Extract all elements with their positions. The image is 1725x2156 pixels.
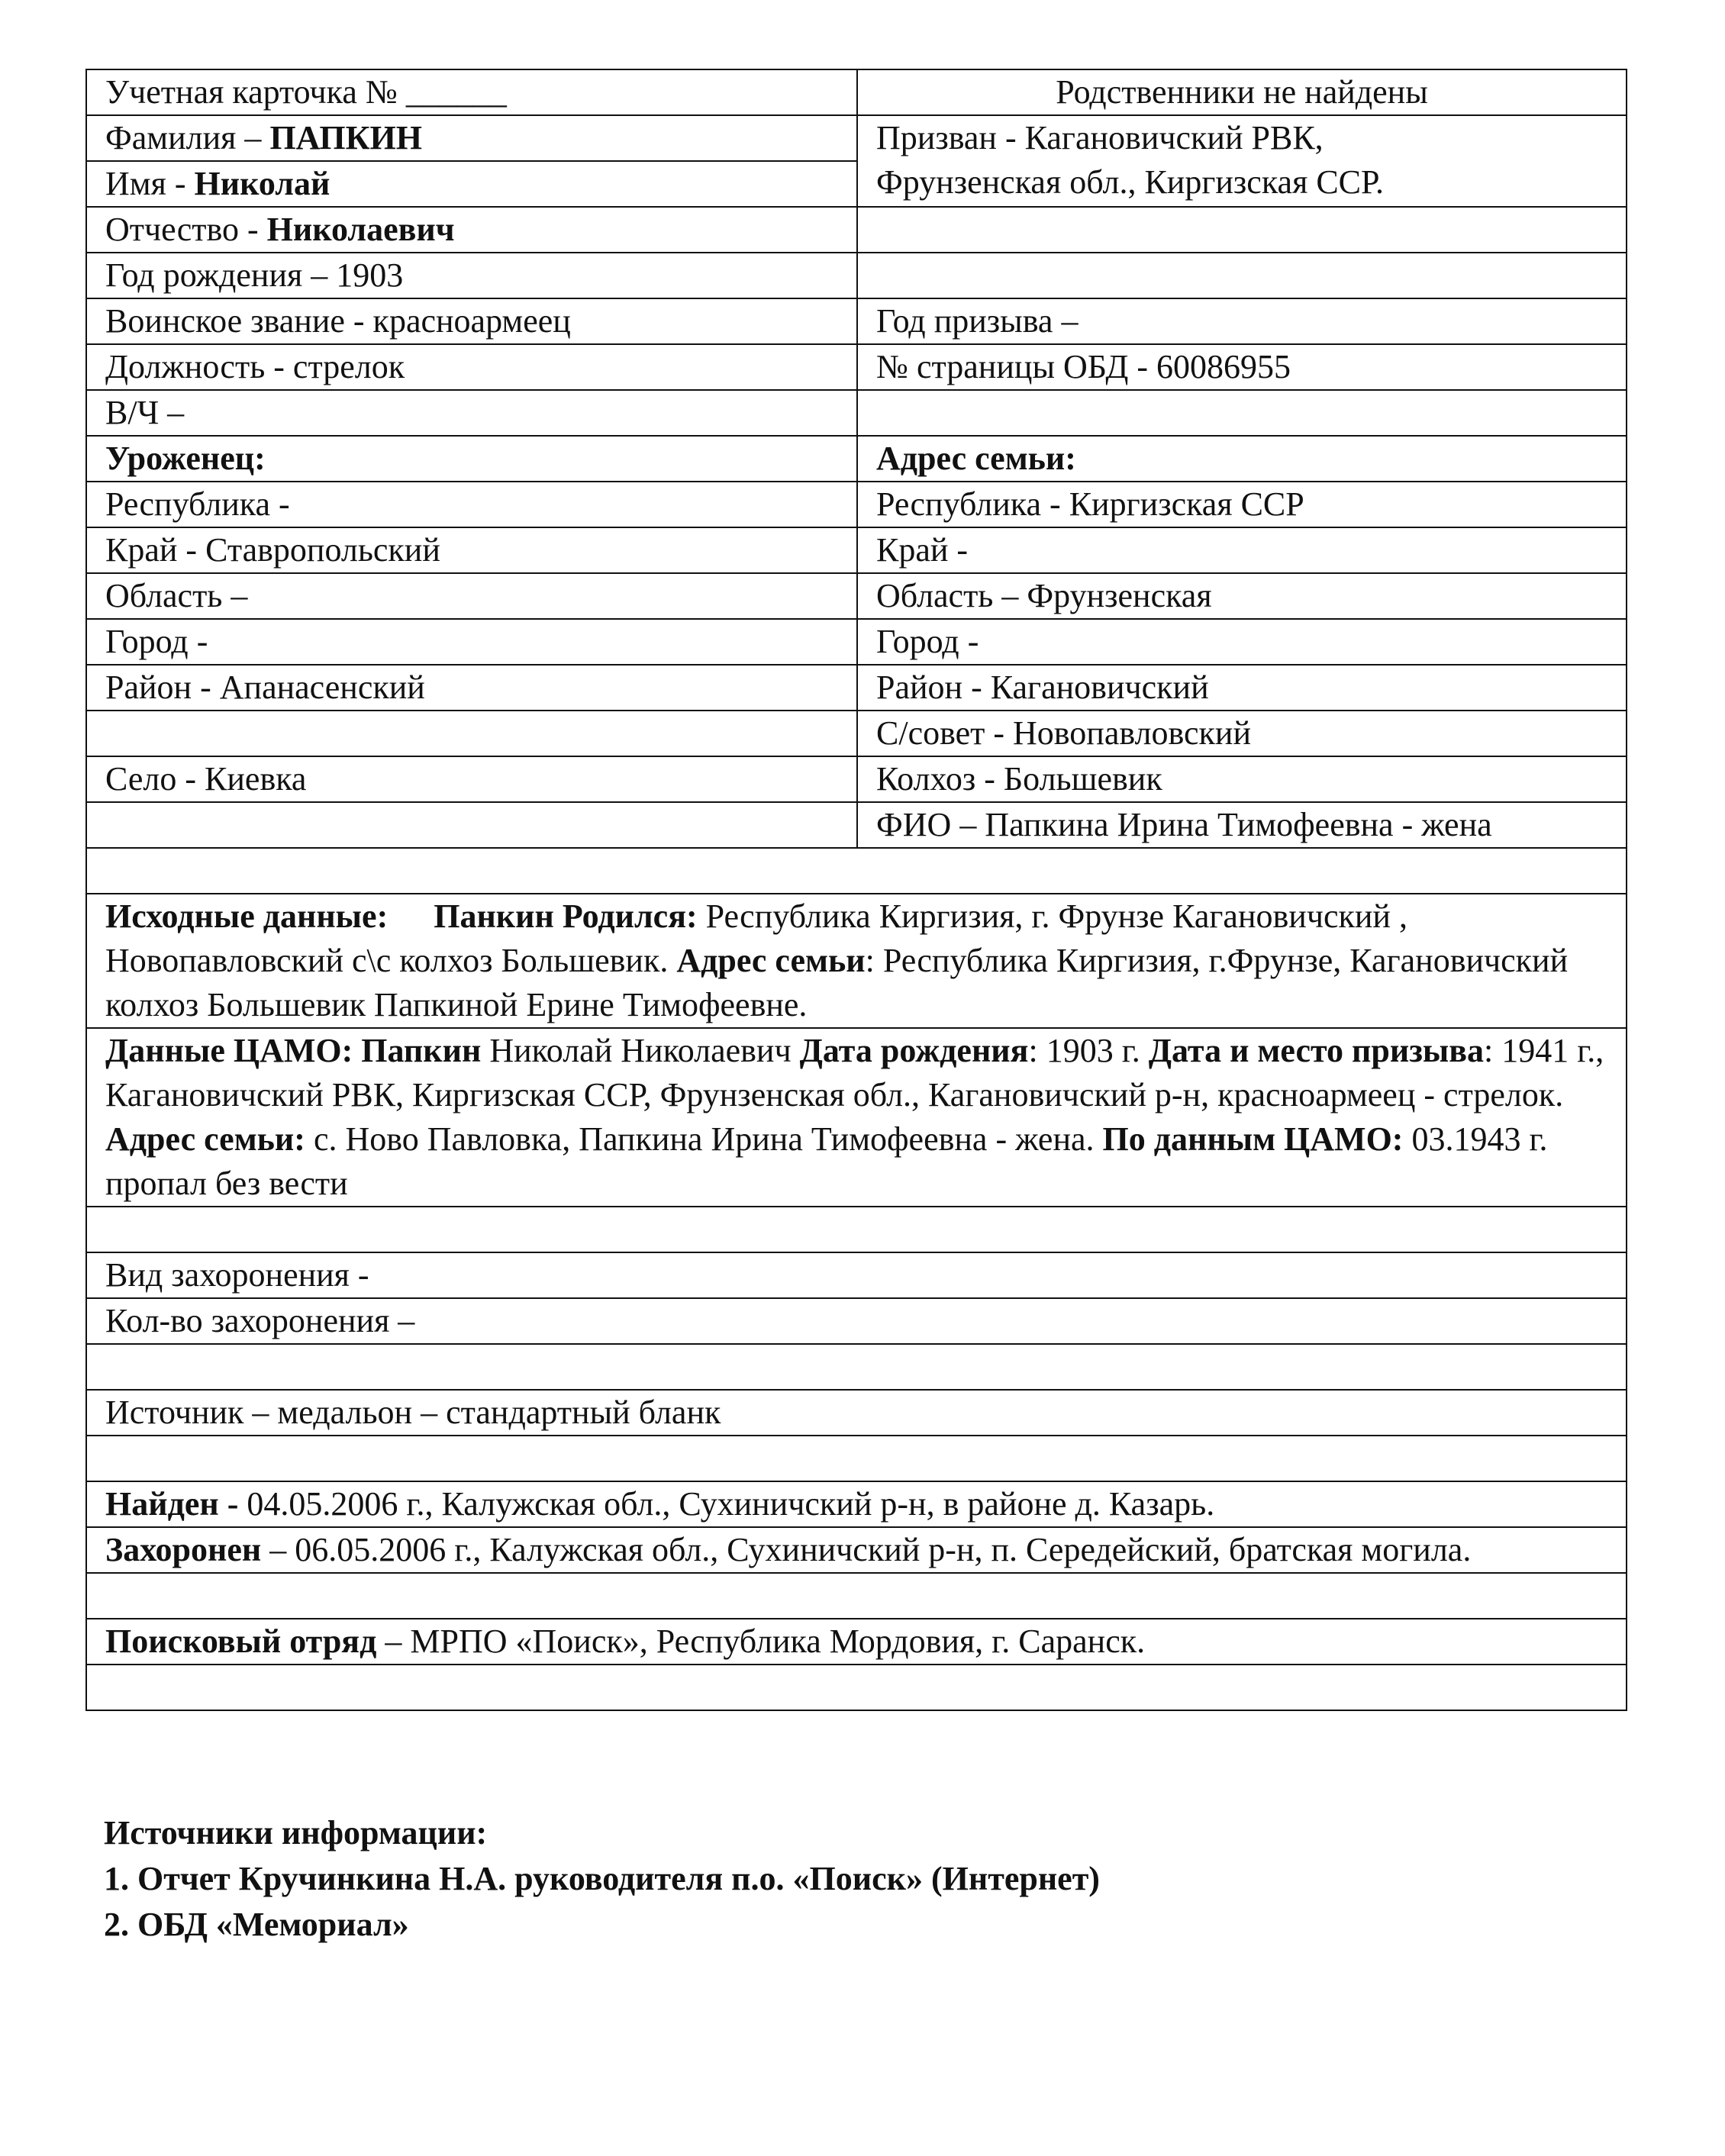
obd-page: № страницы ОБД - 60086955 — [857, 344, 1627, 390]
source-item-2: 2. ОБД «Мемориал» — [104, 1906, 409, 1943]
family-heading: Адрес семьи: — [857, 436, 1627, 482]
family-krai: Край - — [857, 527, 1627, 573]
draft-year: Год призыва – — [857, 298, 1627, 344]
card-number: Учетная карточка № ______ — [86, 69, 857, 115]
relatives-status: Родственники не найдены — [857, 69, 1627, 115]
patronymic-row: Отчество - Николаевич — [86, 207, 857, 253]
empty-row — [86, 1207, 1627, 1252]
empty-cell — [86, 711, 857, 756]
position: Должность - стрелок — [86, 344, 857, 390]
family-kolkhoz: Колхоз - Большевик — [857, 756, 1627, 802]
family-oblast: Область – Фрунзенская — [857, 573, 1627, 619]
empty-row — [86, 1665, 1627, 1710]
empty-cell — [857, 253, 1627, 298]
native-heading: Уроженец: — [86, 436, 857, 482]
source-data-paragraph: Исходные данные: Панкин Родился: Республика Киргизия, г. Фрунзе Кагановичский , Новопавловский с\с колхоз Большевик. Адрес семьи: Республика Киргизия, г.Фрунзе, Кагановичский колхоз Большевик Папкиной Ерине Тимофеевне. — [86, 894, 1627, 1028]
native-oblast: Область – — [86, 573, 857, 619]
tsamo-data-paragraph: Данные ЦАМО: Папкин Николай Николаевич Дата рождения: 1903 г. Дата и место призыва: 1941 г., Кагановичский РВК, Киргизская ССР, Фрунзенская обл., Кагановичский р-н, красноармеец - стрелок. Адрес семьи: с. Ново Павловка, Папкина Ирина Тимофеевна - жена. По данным ЦАМО: 03.1943 г. пропал без вести — [86, 1028, 1627, 1207]
buried-row: Захоронен – 06.05.2006 г., Калужская обл., Сухиничский р-н, п. Середейский, братская могила. — [86, 1527, 1627, 1573]
native-republic: Республика - — [86, 482, 857, 527]
source-item-1: 1. Отчет Кручинкина Н.А. руководителя п.о. «Поиск» (Интернет) — [104, 1860, 1100, 1897]
burial-type: Вид захоронения - — [86, 1252, 1627, 1298]
surname-value: ПАПКИН — [269, 119, 422, 156]
name-value: Николай — [194, 165, 330, 202]
empty-row — [86, 848, 1627, 894]
birth-year: Год рождения – 1903 — [86, 253, 857, 298]
empty-row — [86, 1344, 1627, 1390]
empty-row — [86, 1573, 1627, 1619]
native-city: Город - — [86, 619, 857, 665]
native-district: Район - Апанасенский — [86, 665, 857, 711]
registration-card-table — [85, 69, 1627, 1711]
family-district: Район - Кагановичский — [857, 665, 1627, 711]
search-team-row: Поисковый отряд – МРПО «Поиск», Республика Мордовия, г. Саранск. — [86, 1619, 1627, 1665]
family-council: С/совет - Новопавловский — [857, 711, 1627, 756]
drafted-cell: Призван - Кагановичский РВК, Фрунзенская обл., Киргизская ССР. — [857, 115, 1627, 207]
native-krai: Край - Ставропольский — [86, 527, 857, 573]
family-city: Город - — [857, 619, 1627, 665]
empty-cell — [86, 802, 857, 848]
family-republic: Республика - Киргизская ССР — [857, 482, 1627, 527]
empty-cell — [857, 207, 1627, 253]
native-village: Село - Киевка — [86, 756, 857, 802]
military-unit: В/Ч – — [86, 390, 857, 436]
empty-cell — [857, 390, 1627, 436]
patronymic-value: Николаевич — [266, 211, 455, 248]
name-row: Имя - Николай — [86, 161, 857, 207]
found-row: Найден - 04.05.2006 г., Калужская обл., Сухиничский р-н, в районе д. Казарь. — [86, 1481, 1627, 1527]
burial-count: Кол-во захоронения – — [86, 1298, 1627, 1344]
family-fio: ФИО – Папкина Ирина Тимофеевна - жена — [857, 802, 1627, 848]
info-sources — [104, 1810, 1100, 1948]
rank: Воинское звание - красноармеец — [86, 298, 857, 344]
info-source: Источник – медальон – стандартный бланк — [86, 1390, 1627, 1436]
surname-row: Фамилия – ПАПКИН — [86, 115, 857, 161]
empty-row — [86, 1436, 1627, 1481]
sources-heading: Источники информации: — [104, 1814, 488, 1851]
